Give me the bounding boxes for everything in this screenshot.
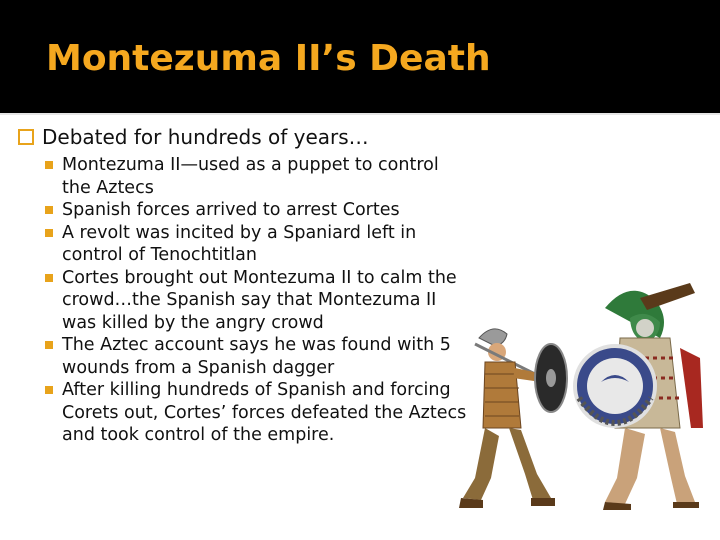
square-bullet-icon [45, 274, 53, 282]
sub-bullet-text: Spanish forces arrived to arrest Cortes [62, 200, 400, 220]
title-divider [0, 113, 720, 115]
title-bar [0, 0, 720, 113]
sub-bullet [42, 222, 468, 267]
sub-bullet-text: Cortes brought out Montezuma II to calm the crowd…the Spanish say that Montezuma II was killed by the angry crowd [62, 267, 457, 333]
sub-bullet [42, 154, 468, 199]
sub-bullet [42, 267, 468, 335]
square-bullet-icon [45, 386, 53, 394]
sub-bullet [42, 199, 468, 222]
sub-bullet-text: A revolt was incited by a Spaniard left in control of Tenochtitlan [62, 222, 417, 265]
spanish-soldier-figure [459, 329, 567, 508]
main-bullet [18, 124, 468, 150]
square-bullet-icon [45, 161, 53, 169]
sub-bullet-text: The Aztec account says he was found with 5 wounds from a Spanish dagger [62, 335, 451, 378]
square-bullet-icon [45, 341, 53, 349]
slide-content [18, 124, 468, 447]
square-bullet-icon [45, 229, 53, 237]
square-bullet-icon [45, 206, 53, 214]
slide-title: Montezuma II’s Death [46, 38, 491, 79]
sub-bullet [42, 334, 468, 379]
sub-bullet-text: Montezuma II—used as a puppet to control the Aztecs [62, 155, 439, 198]
sub-bullet [42, 379, 468, 447]
sub-bullet-text: After killing hundreds of Spanish and forcing Corets out, Cortes’ forces defeated the Aztecs and took control of the empire. [62, 380, 467, 445]
aztec-warrior-figure [575, 283, 703, 510]
sub-bullet-list [42, 154, 468, 447]
box-bullet-icon [18, 129, 34, 145]
battle-illustration [455, 278, 720, 540]
main-bullet-text: Debated for hundreds of years… [42, 125, 369, 149]
